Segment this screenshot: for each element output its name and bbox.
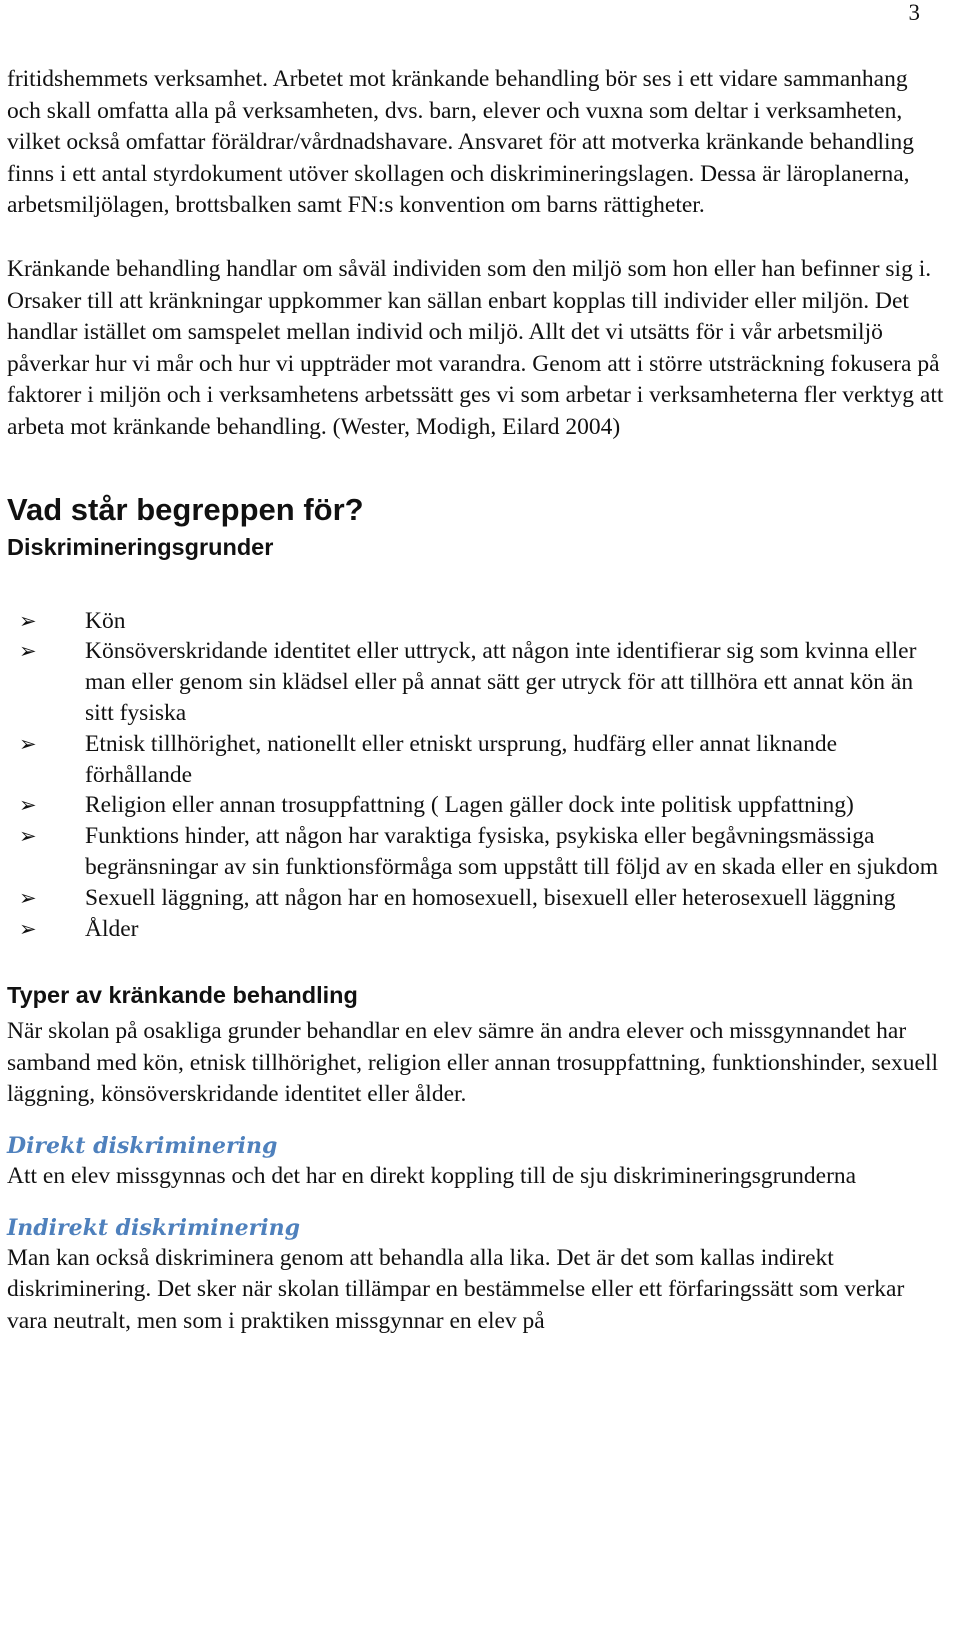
direct-discrimination-text: Att en elev missgynnas och det har en direkt koppling till de sju diskrimineringsgrunderna <box>7 1163 857 1190</box>
arrow-bullet-icon: ➢ <box>19 916 37 941</box>
arrow-bullet-icon: ➢ <box>19 885 37 910</box>
arrow-bullet-icon: ➢ <box>19 824 37 849</box>
arrow-bullet-icon: ➢ <box>19 639 37 664</box>
intro-paragraph-2: Kränkande behandling handlar om såväl individen som den miljö som hon eller han befinner sig i. Orsaker till att kränkningar uppkommer kan sällan enbart kopplas till individer eller miljön. Det handlar istället om samspelet mellan individ och miljö. Allt det vi utsätts för i vår arbetsmiljö påverkar hur vi mår och hur vi uppträder mot varandra. Genom att i större utsträckning fokusera på faktorer i miljön och i verksamhetens arbetssätt ges vi som arbetar i verksamheterna fler verktyg att arbeta mot kränkande behandling. (Wester, Modigh, Eilard 2004) <box>7 255 944 440</box>
list-item-text: Religion eller annan trosuppfattning ( Lagen gäller dock inte politisk uppfattning) <box>85 792 854 819</box>
grounds-heading: Diskrimineringsgrunder <box>7 533 274 560</box>
section-title: Vad står begreppen för? <box>7 491 364 527</box>
list-item <box>7 821 945 883</box>
list-item-text: Ålder <box>85 915 139 942</box>
list-item <box>7 790 945 821</box>
arrow-bullet-icon: ➢ <box>19 731 37 756</box>
document-body <box>7 64 945 1337</box>
page-number: 3 <box>908 0 920 25</box>
intro-paragraph-1: fritidshemmets verksamhet. Arbetet mot kränkande behandling bör ses i ett vidare sammanhang och skall omfatta alla på verksamheten, dvs. barn, elever och vuxna som deltar i verksamheten, vilket också omfattar föräldrar/vårdnadshavare. Ansvaret för att motverka kränkande behandling finns i ett antal styrdokument utöver skollagen och diskrimineringslagen. Dessa är läroplanerna, arbetsmiljölagen, brottsbalken samt FN:s konvention om barns rättigheter. <box>7 66 914 219</box>
list-item <box>7 636 945 728</box>
list-item <box>7 883 945 914</box>
direct-discrimination-heading: Direkt diskriminering <box>7 1133 278 1160</box>
indirect-discrimination-text: Man kan också diskriminera genom att behandla alla lika. Det är det som kallas indirekt diskriminering. Det sker när skolan tillämpar en bestämmelse eller ett förfaringssätt som verkar vara neutralt, men som i praktiken missgynnar en elev på <box>7 1244 905 1334</box>
list-item-text: Könsöverskridande identitet eller uttryck, att någon inte identifierar sig som kvinna eller man eller genom sin klädsel eller på annat sätt ger utryck för att tillhöra ett annat kön än sitt fysiska <box>85 638 917 726</box>
arrow-bullet-icon: ➢ <box>19 608 37 633</box>
list-item-text: Sexuell läggning, att någon har en homosexuell, bisexuell eller heterosexuell läggning <box>85 884 896 911</box>
list-item <box>7 914 945 945</box>
grounds-list <box>7 606 945 945</box>
list-item-text: Funktions hinder, att någon har varaktiga fysiska, psykiska eller begåvningsmässiga begränsningar av sin funktionsförmåga som uppstått till följd av en skada eller en sjukdom <box>85 823 938 880</box>
list-item-text: Etnisk tillhörighet, nationellt eller etniskt ursprung, hudfärg eller annat liknande förhållande <box>85 730 838 788</box>
indirect-discrimination-heading: Indirekt diskriminering <box>7 1214 300 1241</box>
list-item-text: Kön <box>85 607 126 634</box>
list-item <box>7 606 945 637</box>
list-item <box>7 729 945 791</box>
types-heading: Typer av kränkande behandling <box>7 982 358 1009</box>
types-paragraph: När skolan på osakliga grunder behandlar en elev sämre än andra elever och missgynnandet har samband med kön, etnisk tillhörighet, religion eller annan trosuppfattning, funktionshinder, sexuell läggning, könsöverskridande identitet eller ålder. <box>7 1018 939 1108</box>
arrow-bullet-icon: ➢ <box>19 793 37 818</box>
